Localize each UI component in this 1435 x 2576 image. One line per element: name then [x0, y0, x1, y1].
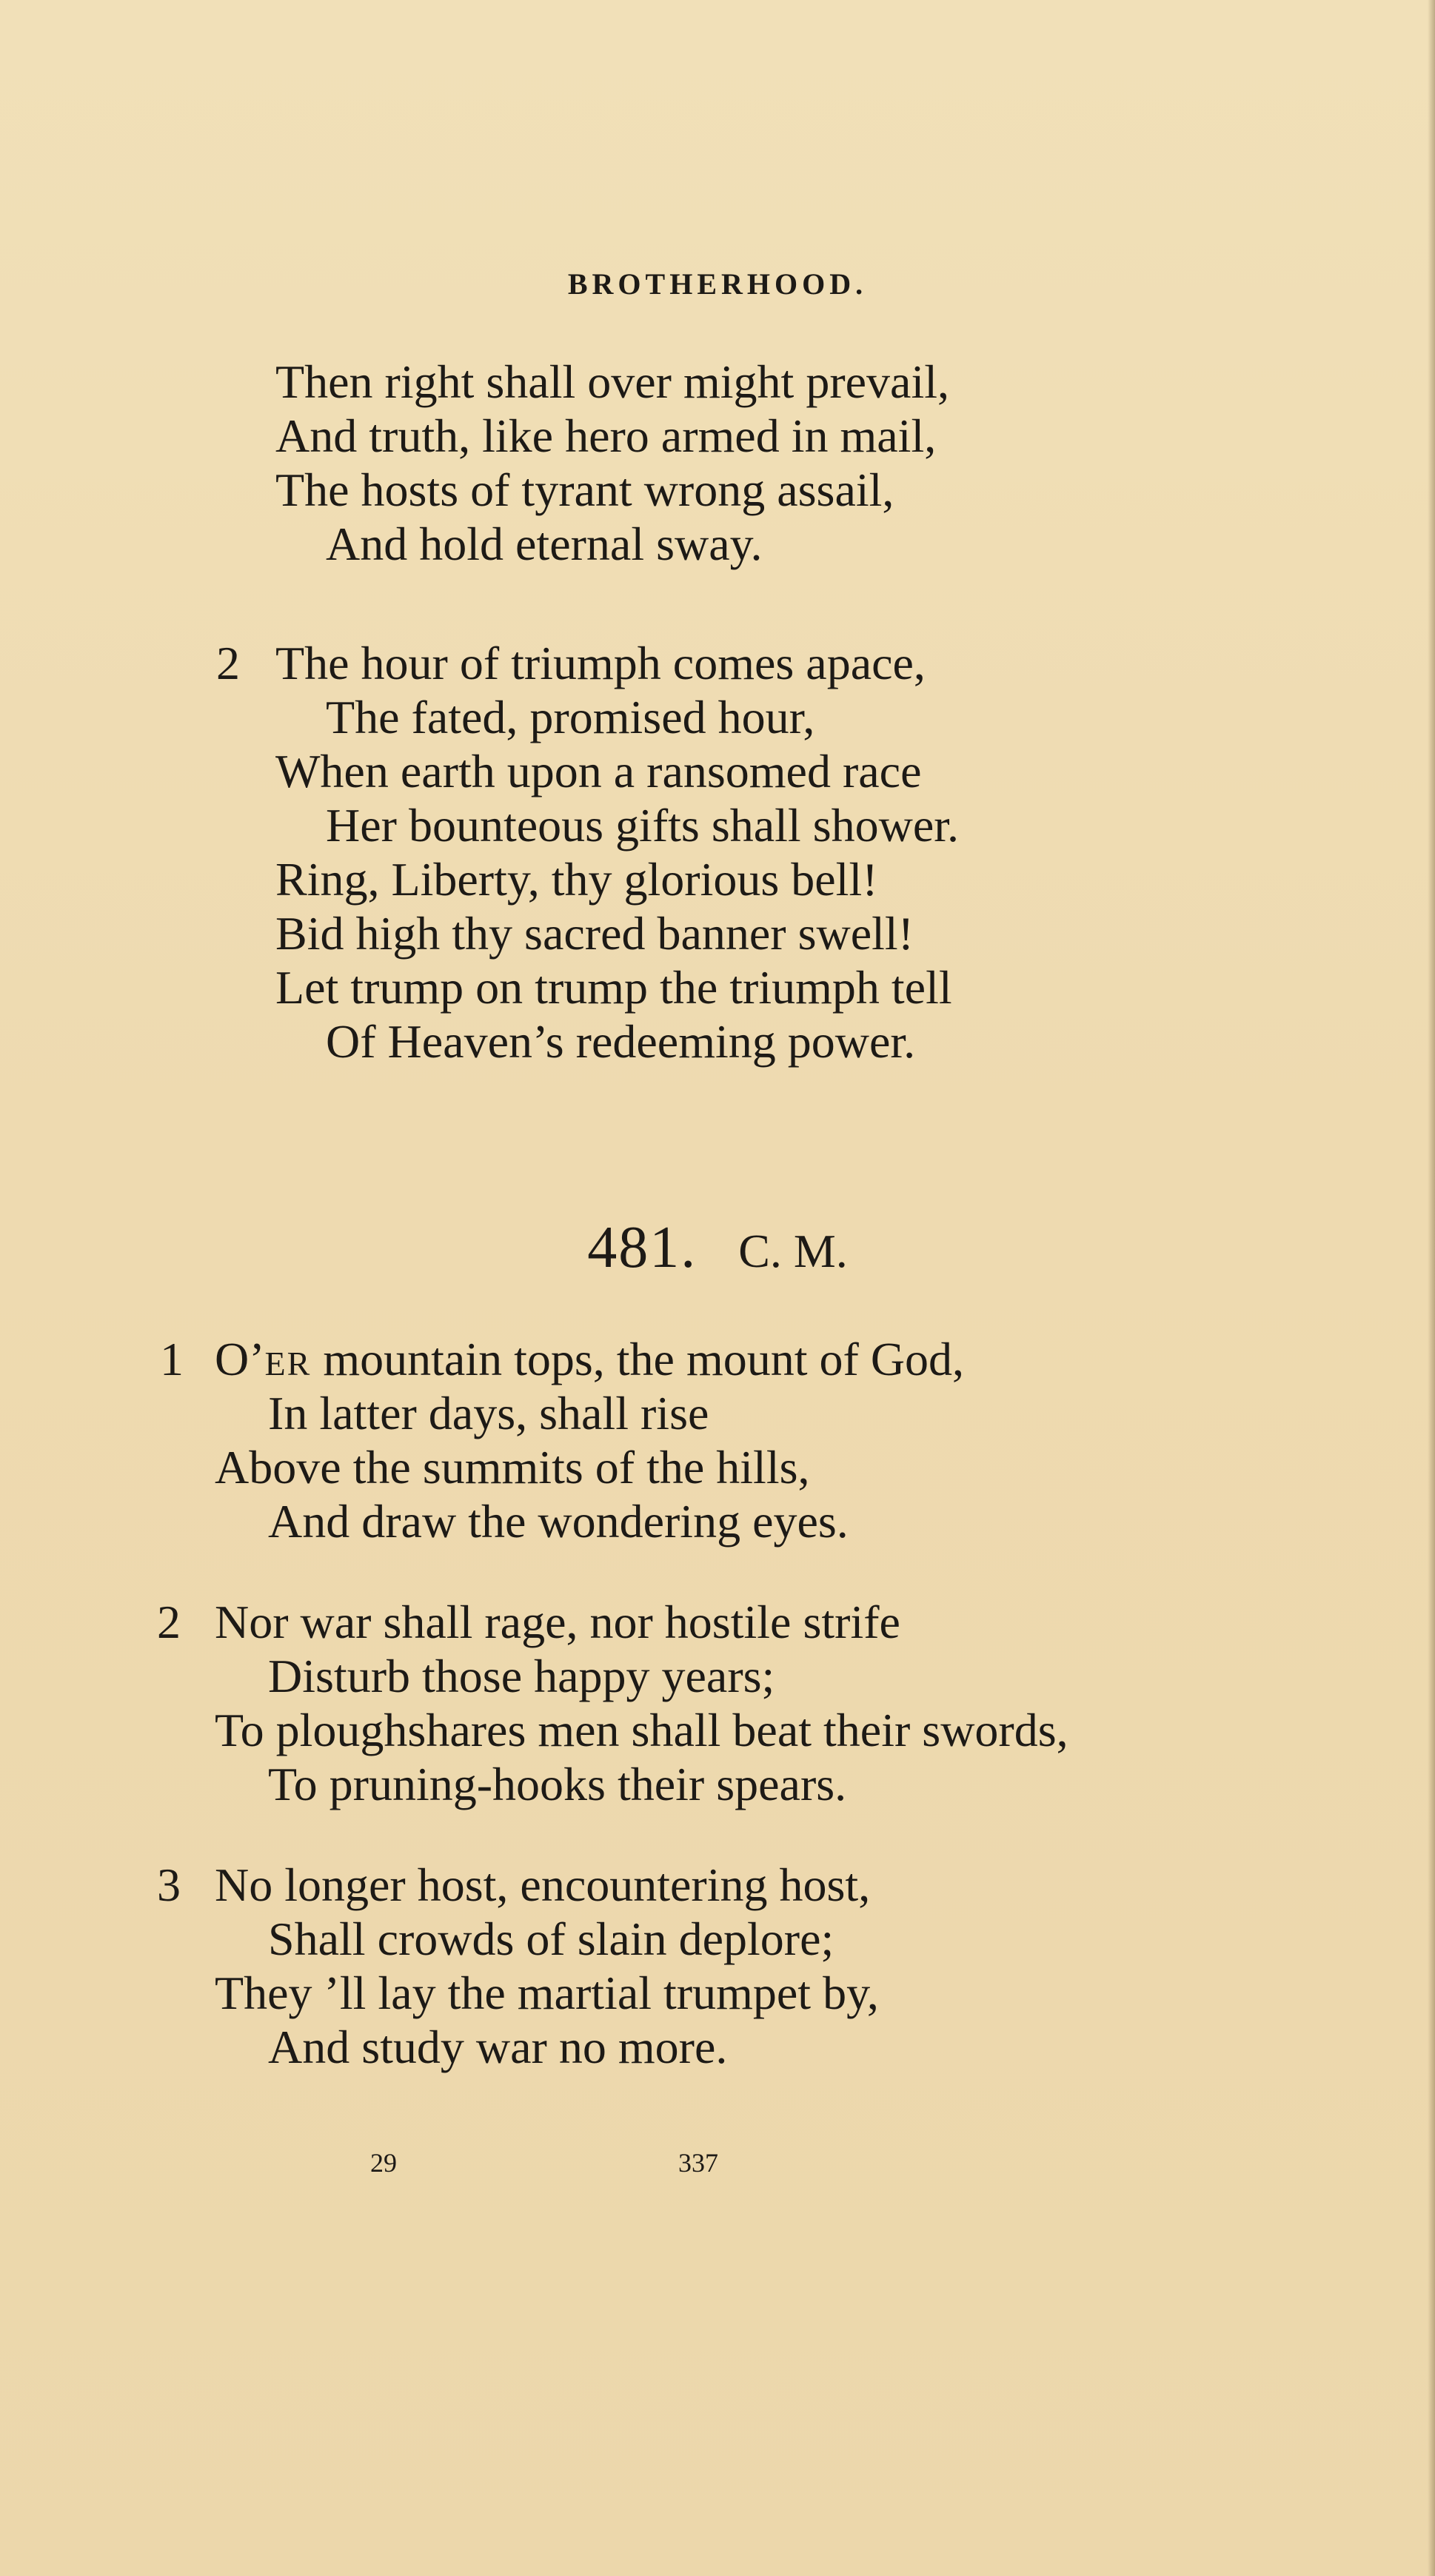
verse-line: Ring, Liberty, thy glorious bell!: [275, 853, 878, 906]
initial-word-smallcaps: ER: [264, 1345, 312, 1382]
first-line-rest: mountain tops, the mount of God,: [311, 1333, 965, 1385]
hymn-meter: C. M.: [738, 1225, 848, 1277]
verse-line: The hosts of tyrant wrong assail,: [275, 464, 894, 516]
signature-mark: 29: [370, 2148, 397, 2178]
verse-line: Her bounteous gifts shall shower.: [326, 799, 959, 852]
stanza-number: 3: [157, 1859, 181, 1911]
page-edge-shadow: [1428, 0, 1435, 2576]
verse-line: And truth, like hero armed in mail,: [275, 409, 937, 462]
initial-word-start: O’: [215, 1333, 265, 1385]
stanza-number: 1: [160, 1333, 184, 1385]
verse-line: To ploughshares men shall beat their swords,: [215, 1704, 1068, 1756]
verse-line: Of Heaven’s redeeming power.: [326, 1015, 916, 1068]
verse-line: Let trump on trump the triumph tell: [275, 961, 952, 1014]
verse-line: In latter days, shall rise: [268, 1387, 709, 1439]
verse-line: When earth upon a ransomed race: [275, 745, 922, 797]
verse-line: Above the summits of the hills,: [215, 1441, 810, 1493]
verse-line: Disturb those happy years;: [268, 1650, 775, 1702]
verse-line: Then right shall over might prevail,: [275, 355, 949, 408]
verse-line: And study war no more.: [268, 2021, 728, 2073]
stanza-number: 2: [157, 1596, 181, 1648]
hymn-heading: [0, 1214, 1435, 1282]
verse-line: They ’ll lay the martial trumpet by,: [215, 1967, 879, 2019]
hymn-number: 481.: [587, 1215, 698, 1280]
verse-line: Bid high thy sacred banner swell!: [275, 907, 914, 960]
verse-line: The hour of triumph comes apace,: [275, 637, 926, 689]
verse-line: And hold eternal sway.: [326, 518, 763, 570]
stanza-number: 2: [216, 637, 240, 689]
verse-line: Nor war shall rage, nor hostile strife: [215, 1596, 900, 1648]
verse-line: Shall crowds of slain deplore;: [268, 1913, 834, 1965]
verse-line: No longer host, encountering host,: [215, 1859, 871, 1911]
running-head: BROTHERHOOD.: [567, 267, 868, 301]
verse-line-first: [215, 1333, 964, 1391]
page-number: 337: [678, 2148, 718, 2178]
verse-line: The fated, promised hour,: [326, 691, 815, 743]
verse-line: To pruning-hooks their spears.: [268, 1758, 847, 1810]
verse-line: And draw the wondering eyes.: [268, 1495, 849, 1548]
